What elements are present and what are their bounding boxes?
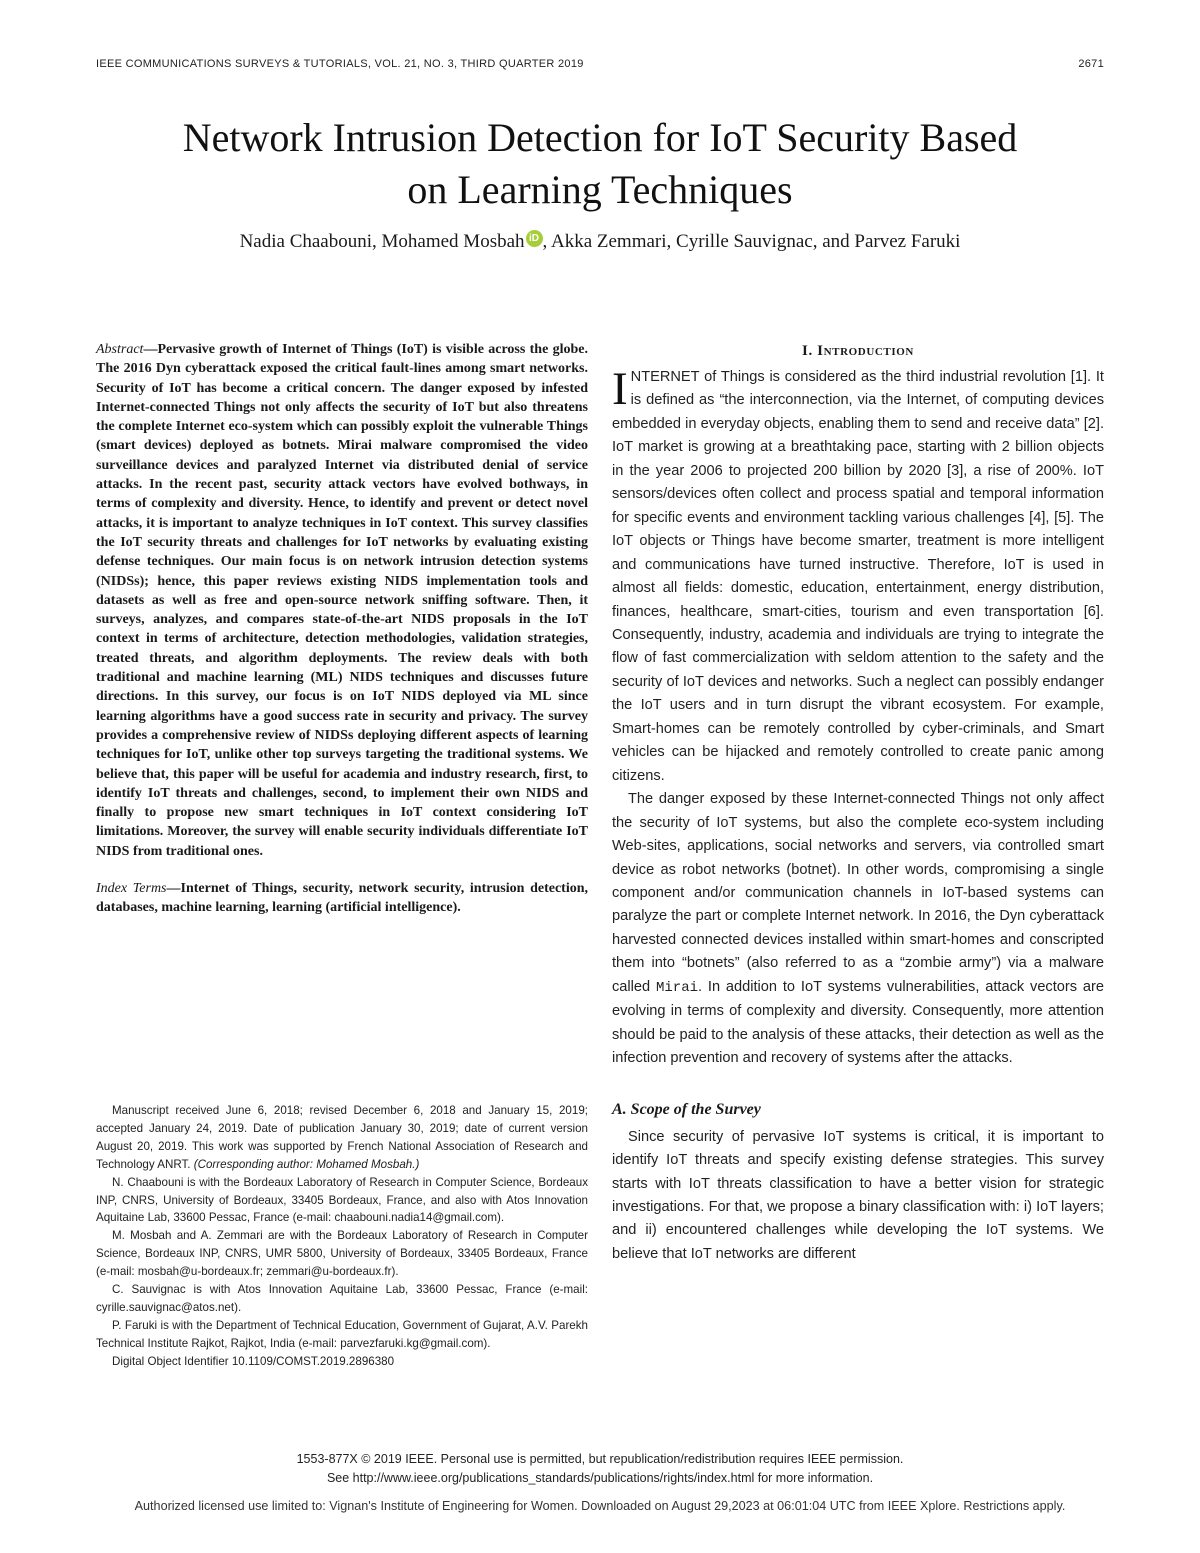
orcid-icon[interactable]: iD [526,230,543,247]
introduction-body [612,363,1104,1071]
introduction-heading-number: I. [802,343,818,359]
introduction-paragraph-2-text: The danger exposed by these Internet-connected Things not only affect the security of IoT systems, but also the complete eco-system including Web-sites, applications, social networks and servers, via controlled smart device as robot networks (botnet). In other words, compromising a single component and/or communication channels in IoT-based systems can paralyze the part or complete Internet network. In 2016, the Dyn cyberattack harvested connected devices installed within smart-homes and conscripted them into “botnets” (also referred to as a “zombie army”) via a malware called [612,791,1104,995]
abstract: Abstract—Pervasive growth of Internet of Things (IoT) is visible across the globe. The 2016 Dyn cyberattack exposed the critical fault-lines among smart networks. Security of IoT has become a critical concern. The danger exposed by infested Internet-connected Things not only affects the security of IoT but also threatens the complete Internet eco-system which can possibly exploit the vulnerable Things (smart devices) deployed as botnets. Mirai malware compromised the video surveillance devices and paralyzed Internet via distributed denial of service attacks. In the recent past, security attack vectors have evolved bothways, in terms of complexity and diversity. Hence, to identify and prevent or detect novel attacks, it is important to analyze techniques in IoT context. This survey classifies the IoT security threats and challenges for IoT networks by evaluating existing defense techniques. Our main focus is on network intrusion detection systems (NIDSs); hence, this paper reviews existing NIDS implementation tools and datasets as well as free and open-source network sniffing software. Then, it surveys, analyzes, and compares state-of-the-art NIDS proposals in the IoT context in terms of architecture, detection methodologies, validation strategies, treated threats, and algorithm deployments. The review deals with both traditional and machine learning (ML) NIDS techniques and discusses future directions. In this survey, our focus is on IoT NIDS deployed via ML since learning algorithms have a good success rate in security and privacy. The survey provides a comprehensive review of NIDSs deploying different aspects of learning techniques for IoT, unlike other top surveys targeting the traditional systems. We believe that, this paper will be useful for academia and industry research, first, to identify IoT threats and challenges, second, to implement their own NIDS and finally to propose new smart techniques in IoT context considering IoT limitations. Moreover, the survey will enable security individuals differentiate IoT NIDS from traditional ones. [96,342,588,859]
running-header [96,58,1104,76]
author-list [80,229,1120,255]
journal-header: IEEE COMMUNICATIONS SURVEYS & TUTORIALS, VOL. 21, NO. 3, THIRD QUARTER 2019 [96,58,584,70]
authors-text: Nadia Chaabouni, Mohamed Mosbah [239,231,525,252]
left-column [96,340,588,918]
scope-heading: A. Scope of the Survey [612,1100,761,1118]
title-line-1: Network Intrusion Detection for IoT Security Based [182,115,1018,160]
introduction-paragraph-1 [612,363,1104,788]
footnote-manuscript-text: Manuscript received June 6, 2018; revised December 6, 2018 and January 15, 2019; accepted January 24, 2019. Date of publication January 30, 2019; date of current version August 20, 2019. This work was supported by French National Association of Research and Technology ANRT. [96,1104,588,1171]
scope-paragraph-1: Since security of pervasive IoT systems is critical, it is important to identify IoT threats and specify existing defense strategies. This survey starts with IoT threats classification to have a better vision for strategic investigations. For that, we propose a binary classification with: i) IoT layers; and ii) encountered challenges while developing the IoT systems. We believe that IoT networks are different [612,1128,1104,1262]
footnote-sauvignac: C. Sauvignac is with Atos Innovation Aquitaine Lab, 33600 Pessac, France (e-mail: cyrille.sauvignac@atos.net). [96,1283,588,1314]
authors-text-rest: , Akka Zemmari, Cyrille Sauvignac, and Parvez Faruki [542,231,961,252]
abstract-text: Pervasive growth of Internet of Things (IoT) is visible across the globe. The 2016 Dyn cyberattack exposed the critical fault-lines among smart networks. Security of IoT has become a critical concern. The danger exposed by infested Internet-connected Things not only affects the security of IoT but also threatens the complete Internet eco-system which can possibly exploit the vulnerable Things (smart devices) deployed as botnets. Mirai malware compromised the video surveillance devices and paralyzed Internet via distributed denial of service attacks. In the recent past, security attack vectors have evolved bothways, in terms of complexity and diversity. Hence, to identify and prevent or detect novel attacks, it is important to analyze techniques in IoT context. This survey classifies the IoT security threats and challenges for IoT networks by evaluating existing defense techniques. Our main focus is on network intrusion detection systems (NIDSs); hence, this paper reviews existing NIDS implementation tools and datasets as well as free and open-source network sniffing software. Then, it surveys, analyzes, and compares state-of-the-art NIDS proposals in the IoT context in terms of architecture, detection methodologies, validation strategies, treated threats, and algorithm deployments. The review deals with both traditional and machine learning (ML) NIDS techniques and discusses future directions. In this survey, our focus is on IoT NIDS deployed via ML since learning algorithms have a good success rate in security and privacy. The survey provides a comprehensive review of NIDSs deploying different aspects of learning techniques for IoT, unlike other top surveys targeting the traditional systems. We believe that, this paper will be useful for academia and industry research, first, to identify IoT threats and challenges, second, to implement their own NIDS and finally to propose new smart techniques in IoT context considering IoT limitations. Moreover, the survey will enable security individuals differentiate IoT NIDS from traditional ones. [96,342,588,859]
footnote-mosbah-zemmari: M. Mosbah and A. Zemmari are with the Bordeaux Laboratory of Research in Computer Science, Bordeaux INP, CNRS, UMR 5800, University of Bordeaux, 33405 Bordeaux, France (e-mail: mosbah@u-bordeaux.fr; zemmari@u-bordeaux.fr). [96,1229,588,1279]
index-terms-label: Index Terms [96,881,167,897]
title-line-2: on Learning Techniques [407,167,793,212]
footnote-doi: Digital Object Identifier 10.1109/COMST.2019.2896380 [112,1354,395,1368]
copyright-line-2[interactable]: See http://www.ieee.org/publications_standards/publications/rights/index.html for more information. [326,1471,874,1485]
index-terms: Index Terms—Internet of Things, security, network security, intrusion detection, databases, machine learning, learning (artificial intelligence). [96,881,588,916]
abstract-label: Abstract [96,342,144,357]
introduction-paragraph-2-rest: . In addition to IoT systems vulnerabilities, attack vectors are evolving in terms of complexity and diversity. Consequently, more attention should be paid to the analysis of these attacks, their detection as well as the infection prevention and recovery of systems after the attacks. [612,978,1104,1067]
right-column [612,340,1104,1266]
footnote-corresponding-author: (Corresponding author: Mohamed Mosbah.) [193,1157,420,1171]
drop-cap: I [612,363,628,415]
index-terms-text: Internet of Things, security, network security, intrusion detection, databases, machine learning, learning (artificial intelligence). [96,881,588,916]
introduction-paragraph-2 [612,788,1104,1070]
copyright-notice [96,1450,1104,1488]
mirai-code: Mirai [655,979,698,996]
page-number: 2671 [1078,58,1104,70]
introduction-heading-text: Introduction [817,343,914,359]
footnote-faruki: P. Faruki is with the Department of Technical Education, Government of Gujarat, A.V. Parekh Technical Institute Rajkot, Rajkot, India (e-mail: parvezfaruki.kg@gmail.com). [96,1318,588,1350]
footnotes [96,1102,588,1371]
license-notice: Authorized licensed use limited to: Vignan's Institute of Engineering for Women. Downloaded on August 29,2023 at 06:01:04 UTC from IEEE Xplore. Restrictions apply. [134,1499,1066,1513]
footnote-chaabouni: N. Chaabouni is with the Bordeaux Laboratory of Research in Computer Science, Bordeaux INP, CNRS, University of Bordeaux, 33405 Bordeaux, France, and also with Atos Innovation Aquitaine Lab, 33600 Pessac, France (e-mail: chaabouni.nadia14@gmail.com). [96,1175,588,1225]
scope-body [612,1126,1104,1267]
footnote-manuscript [96,1102,588,1174]
copyright-line-1: 1553-877X © 2019 IEEE. Personal use is permitted, but republication/redistribution requires IEEE permission. [296,1452,904,1466]
introduction-heading [612,341,1104,361]
introduction-paragraph-1-text: NTERNET of Things is considered as the third industrial revolution [1]. It is defined as “the interconnection, via the Internet, of computing devices embedded in everyday objects, enabling them to send and receive data” [2]. IoT market is growing at a breathtaking pace, starting with 2 billion objects in the year 2006 to projected 200 billion by 2020 [3], a rise of 200%. IoT sensors/devices often collect and process spatial and temporal information for specific events and environment tackling various challenges [4], [5]. The IoT objects or Things have become smarter, treatment is more intelligent and communications have turned instructive. Therefore, IoT is used in almost all fields: domestic, education, entertainment, energy distribution, finances, healthcare, smart-cities, tourism and even transportation [6]. Consequently, industry, academia and individuals are trying to integrate the flow of fast commercialization with seldom attention to the safety and the security of IoT devices and networks. Such a neglect can possibly endanger the IoT users and in turn disrupt the vibrant ecosystem. For example, Smart-homes can be remotely controlled by cyber-criminals, and Smart vehicles can be hijacked and remotely controlled to create panic among citizens. [612,369,1104,784]
paper-title [80,112,1120,216]
